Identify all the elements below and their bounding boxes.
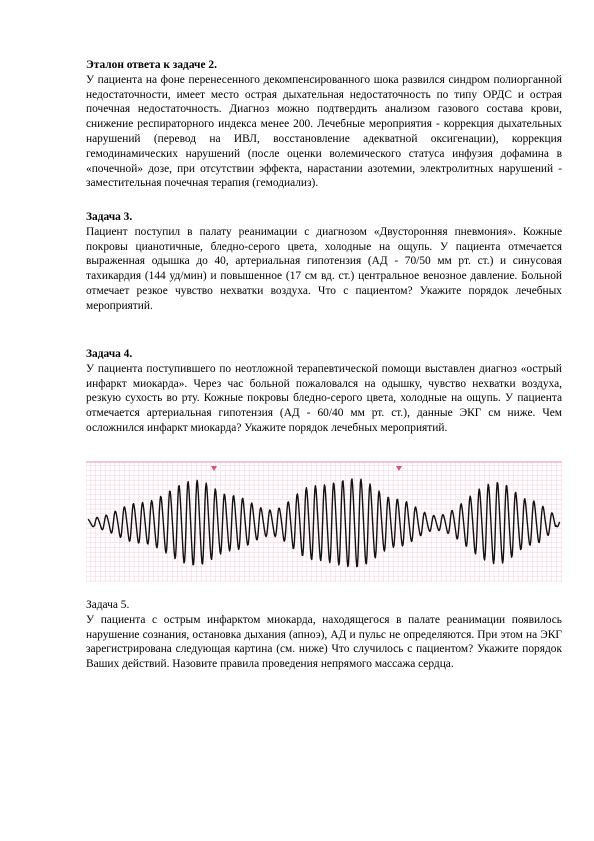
- answer-task-2: [86, 58, 562, 191]
- section-heading: Эталон ответа к задаче 2.: [86, 59, 217, 71]
- section-heading: Задача 4.: [86, 348, 133, 360]
- section-text: Пациент поступил в палату реанимации с диагнозом «Двусторонняя пневмония». Кожные покровы цианотичные, бледно-серого цвета, холодные на ощупь. У пациента отмечается выраженная одышка до 40, артериальная гипотензия (АД - 70/50 мм рт. ст.) и синусовая тахикардия (144 уд/мин) и повышенное (17 см вд. ст.) центральное венозное давление. Больной отмечает резкое чувство нехватки воздуха. Что с пациентом? Укажите порядок лечебных мероприятий.: [86, 225, 562, 312]
- ecg-strip: [86, 461, 562, 582]
- section-text: У пациента поступившего по неотложной терапевтической помощи выставлен диагноз «острый инфаркт миокарда». Через час больной пожаловался на одышку, чувство нехватки воздуха, резкую сухость во рту. Кожные покровы бледно-серого цвета, холодные на ощупь. У пациента отмечается артериальная гипотензия (АД - 60/40 мм рт. ст.), данные ЭКГ см ниже. Чем осложнился инфаркт миокарда? Укажите порядок лечебных мероприятий.: [86, 362, 562, 434]
- ecg-marker: [396, 466, 402, 471]
- section-heading: Задача 3.: [86, 211, 133, 223]
- task-4: [86, 347, 562, 436]
- section-heading: Задача 5.: [86, 599, 130, 611]
- task-3: [86, 210, 562, 314]
- section-text: У пациента с острым инфарктом миокарда, находящегося в палате реанимации появилось нарушение сознания, остановка дыхания (апноэ), АД и пульс не определяются. При этом на ЭКГ зарегистрирована следующая картина (см. ниже) Что случилось с пациентом? Укажите порядок Ваших действий. Назовите правила проведения непрямого массажа сердца.: [86, 613, 562, 671]
- ecg-figure: [86, 461, 562, 582]
- section-text: У пациента на фоне перенесенного декомпенсированного шока развился синдром полиорганной недостаточности, имеет место острая дыхательная недостаточность по типу ОРДС и острая почечная недостаточность. Диагноз можно подтвердить анализом газового состава крови, снижение респираторного индекса менее 200. Лечебные мероприятия - коррекция дыхательных нарушений (перевод на ИВЛ, восстановление адекватной оксигенации), коррекция гемодинамических нарушений (после оценки волемического статуса инфузия дофамина в «почечной» дозе, при отсутствии эффекта, нарастании азотемии, электролитных нарушений - заместительная почечная терапия (гемодиализ).: [86, 73, 562, 190]
- task-5: [86, 598, 562, 672]
- ecg-trace: [88, 479, 560, 567]
- ecg-marker: [211, 466, 217, 471]
